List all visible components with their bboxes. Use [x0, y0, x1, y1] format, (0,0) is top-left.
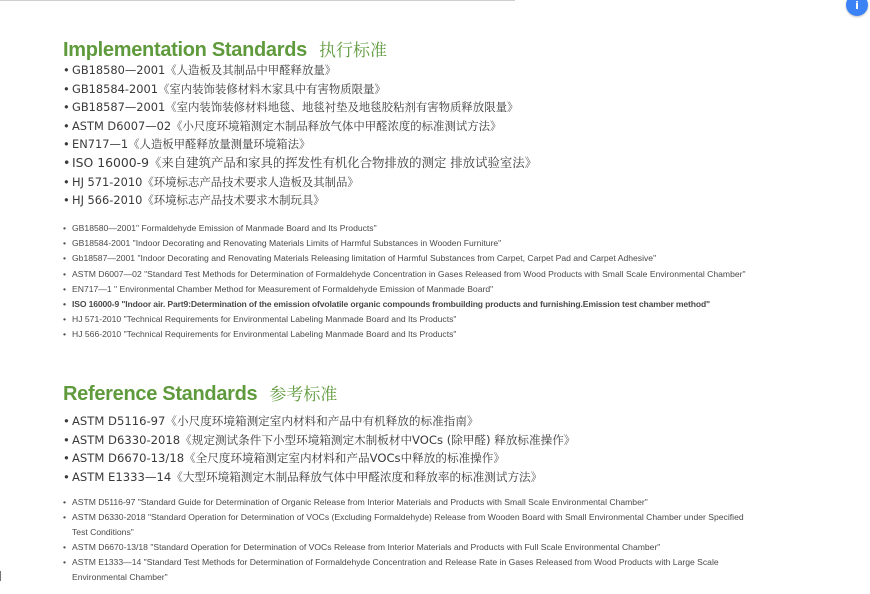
bullet-icon: • — [63, 432, 70, 447]
bullet-icon: • — [63, 223, 67, 233]
implementation-standards-title — [63, 36, 387, 62]
list-item — [63, 327, 746, 342]
implementation-en-list — [63, 221, 746, 343]
list-item-text: EN717—1 " Environmental Chamber Method for Measurement of Formaldehyde Emission of Manmade Board" — [72, 283, 494, 294]
list-item — [63, 540, 813, 555]
list-item — [63, 135, 537, 154]
list-item — [63, 267, 746, 282]
list-item-text: ASTM D6330-2018 "Standard Operation for Determination of VOCs (Excluding Formaldehyde) Release from Wooden Board with Small Environmental Chamber under Specified — [72, 512, 744, 522]
bullet-icon: • — [63, 497, 67, 507]
list-item — [63, 510, 813, 540]
implementation-title-en: Implementation Standards — [63, 39, 307, 61]
bullet-icon: • — [63, 253, 67, 264]
list-item-text: GB18584-2001 "Indoor Decorating and Renovating Materials Limits of Harmful Substances in Wooden Furniture" — [72, 238, 502, 249]
top-divider — [0, 0, 515, 1]
list-item — [63, 236, 746, 251]
list-item — [63, 312, 746, 327]
list-item-text: ASTM D6007—02《小尺度环境箱测定木制品释放气体中甲醛浓度的标准测试方法》 — [72, 118, 502, 133]
list-item — [63, 412, 575, 431]
list-item — [63, 555, 813, 585]
bullet-icon: • — [63, 137, 70, 152]
list-item — [63, 173, 537, 192]
bullet-icon: • — [63, 512, 67, 522]
bullet-icon: • — [63, 100, 70, 115]
bullet-icon: • — [63, 542, 67, 552]
list-item-text: ISO 16000-9《来自建筑产品和家具的挥发性有机化合物排放的测定 排放试验室法》 — [72, 154, 538, 170]
implementation-title-cn: 执行标准 — [318, 41, 387, 60]
bullet-icon: • — [63, 557, 67, 567]
list-item-text: Gb18587—2001 "Indoor Decorating and Renovating Materials Releasing limitation of Harmful Substances from Carpet, Carpet Pad and Carpet Adhesive" — [72, 253, 657, 264]
list-item — [63, 117, 537, 136]
reference-title-en: Reference Standards — [63, 383, 258, 405]
bullet-icon: • — [63, 118, 70, 133]
bullet-icon: • — [63, 268, 67, 279]
list-item — [63, 221, 746, 236]
bullet-icon: • — [63, 238, 67, 249]
list-item — [63, 98, 537, 117]
reference-cn-list — [63, 412, 575, 486]
list-item — [63, 468, 575, 487]
help-badge-icon[interactable]: i — [846, 0, 868, 16]
bullet-icon: • — [63, 193, 70, 208]
list-item-text: GB18584-2001《室内装饰装修材料木家具中有害物质限量》 — [72, 81, 386, 96]
list-item-text: HJ 571-2010 "Technical Requirements for Environmental Labeling Manmade Board and Its Products" — [72, 314, 457, 325]
bullet-icon: • — [63, 414, 70, 428]
list-item — [63, 297, 746, 312]
bullet-icon: • — [63, 314, 67, 325]
list-item-text: ASTM D6330-2018《规定测试条件下小型环境箱测定木制板材中VOCs (除甲醛) 释放标准操作》 — [72, 432, 576, 447]
list-item — [63, 191, 537, 210]
bullet-icon: • — [63, 451, 70, 465]
reference-title-cn: 参考标准 — [269, 385, 338, 404]
bullet-icon: • — [63, 329, 67, 340]
list-item-text: ASTM E1333—14《大型环境箱测定木制品释放气体中甲醛浓度和释放率的标准测试方法》 — [72, 469, 543, 484]
list-item — [63, 154, 537, 173]
list-item — [63, 495, 813, 510]
list-item-text: EN717—1《人造板甲醛释放量测量环境箱法》 — [72, 137, 311, 152]
bullet-icon: • — [63, 174, 70, 189]
list-item-text: GB18587—2001《室内装饰装修材料地毯、地毯衬垫及地毯胶粘剂有害物质释放限量》 — [72, 100, 519, 115]
list-item — [63, 61, 537, 80]
list-item-continuation: Environmental Chamber" — [72, 572, 168, 582]
list-item — [63, 251, 746, 266]
list-item-text: GB18580—2001《人造板及其制品中甲醛释放量》 — [72, 63, 337, 77]
reference-standards-title — [63, 380, 337, 406]
list-item — [63, 282, 746, 297]
list-item-text: ASTM D6670-13/18 "Standard Operation for Determination of VOCs Release from Interior Materials and Products with Full Scale Environmental Chamber" — [72, 542, 661, 552]
list-item-text: ASTM D5116-97《小尺度环境箱测定室内材料和产品中有机释放的标准指南》 — [72, 414, 479, 428]
list-item-text: ASTM D5116-97 "Standard Guide for Determination of Organic Release from Interior Materials and Products with Small Scale Environmental Chamber" — [72, 497, 648, 507]
implementation-cn-list — [63, 61, 537, 210]
bullet-icon: • — [63, 469, 70, 484]
list-item — [63, 431, 575, 450]
list-item — [63, 80, 537, 99]
list-item-continuation: Test Conditions" — [72, 527, 134, 537]
list-item-text: GB18580—2001" Formaldehyde Emission of Manmade Board and Its Products" — [72, 223, 377, 233]
bullet-icon: • — [63, 81, 70, 96]
list-item-text: ISO 16000-9 "Indoor air. Part9:Determination of the emission ofvolatile organic compounds frombuilding products and furnishing.Emission test chamber method" — [72, 299, 710, 310]
left-edge-mark — [0, 571, 1, 581]
list-item-text: ASTM D6670-13/18《全尺度环境箱测定室内材料和产品VOCs中释放的标准操作》 — [72, 451, 505, 465]
reference-en-list — [63, 495, 813, 585]
list-item-text: ASTM D6007—02 "Standard Test Methods for Determination of Formaldehyde Concentration in Gases Released from Wood Products with Small Scale Environmental Chamber" — [72, 268, 746, 279]
list-item — [63, 449, 575, 468]
list-item-text: HJ 571-2010《环境标志产品技术要求人造板及其制品》 — [72, 174, 359, 189]
bullet-icon: • — [63, 299, 66, 310]
list-item-text: HJ 566-2010 "Technical Requirements for Environmental Labeling Manmade Board and Its Products" — [72, 329, 457, 340]
list-item-text: ASTM E1333—14 "Standard Test Methods for Determination of Formaldehyde Concentration and Release Rate in Gases Released from Wood Products with Large Scale — [72, 557, 719, 567]
bullet-icon: • — [63, 63, 70, 77]
bullet-icon: • — [63, 283, 67, 294]
bullet-icon: • — [63, 154, 71, 170]
list-item-text: HJ 566-2010《环境标志产品技术要求木制玩具》 — [72, 193, 325, 208]
